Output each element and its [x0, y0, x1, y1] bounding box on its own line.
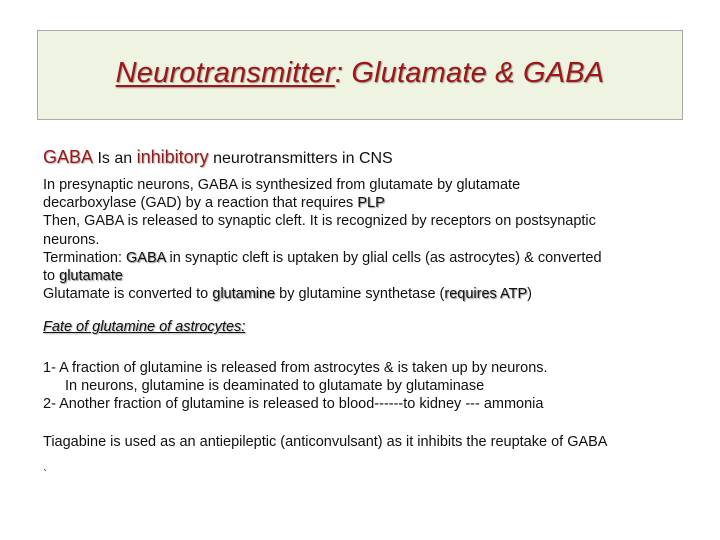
- title-word-neurotransmitter: Neurotransmitter: [115, 57, 335, 89]
- p2-line2: neurons.: [43, 231, 100, 248]
- slide-content: [43, 146, 693, 484]
- p3-rest: in synaptic cleft is uptaken by glial cells (as astrocytes) & converted: [165, 249, 602, 266]
- p3-line1: [43, 249, 693, 267]
- p4-line: [43, 285, 693, 303]
- p4-middle: by glutamine synthetase (: [275, 286, 445, 303]
- spacer: [43, 413, 693, 433]
- p4-glutamine-word: glutamine: [212, 286, 276, 303]
- intro-gaba: GABA: [43, 147, 94, 167]
- p1-line2-text: decarboxylase (GAD) by a reaction that requires: [43, 195, 358, 212]
- fate-item-2: 2- Another fraction of glutamine is released to blood------to kidney --- ammonia: [43, 396, 544, 413]
- p3-gaba-word: GABA: [126, 249, 166, 266]
- title-rest: : Glutamate & GABA: [334, 57, 605, 89]
- p3-termination: Termination:: [43, 249, 127, 266]
- tiagabine-line: Tiagabine is used as an antiepileptic (anticonvulsant) as it inhibits the reuptake of GABA: [43, 434, 608, 451]
- p4-requires-atp: requires ATP: [444, 286, 528, 303]
- fate-item-1-sub: In neurons, glutamine is deaminated to glutamate by glutaminase: [65, 377, 485, 394]
- p1-line1: In presynaptic neurons, GABA is synthesized from glutamate by glutamate: [43, 177, 521, 193]
- spacer: [43, 337, 693, 359]
- p3-to: to: [43, 268, 60, 285]
- fate-item-1: 1- A fraction of glutamine is released from astrocytes & is taken up by neurons.: [43, 359, 548, 376]
- title-box: [37, 30, 683, 120]
- p2-line1: Then, GABA is released to synaptic cleft. It is recognized by receptors on postsynaptic: [43, 213, 596, 230]
- intro-rest: neurotransmitters in CNS: [208, 150, 393, 167]
- p3-line2: [43, 267, 693, 285]
- trailing-mark: `: [43, 467, 47, 482]
- p1-line2: [43, 194, 693, 212]
- intro-inhibitory: inhibitory: [136, 147, 209, 167]
- plp-word: PLP: [357, 195, 385, 212]
- intro-line: [43, 146, 693, 170]
- slide-title: [38, 57, 682, 90]
- p4-start: Glutamate is converted to: [43, 286, 213, 303]
- intro-is-an: Is an: [93, 150, 137, 167]
- p4-end: ): [527, 286, 532, 303]
- fate-heading: Fate of glutamine of astrocytes:: [43, 319, 246, 336]
- p3-glutamate-word: glutamate: [59, 268, 123, 285]
